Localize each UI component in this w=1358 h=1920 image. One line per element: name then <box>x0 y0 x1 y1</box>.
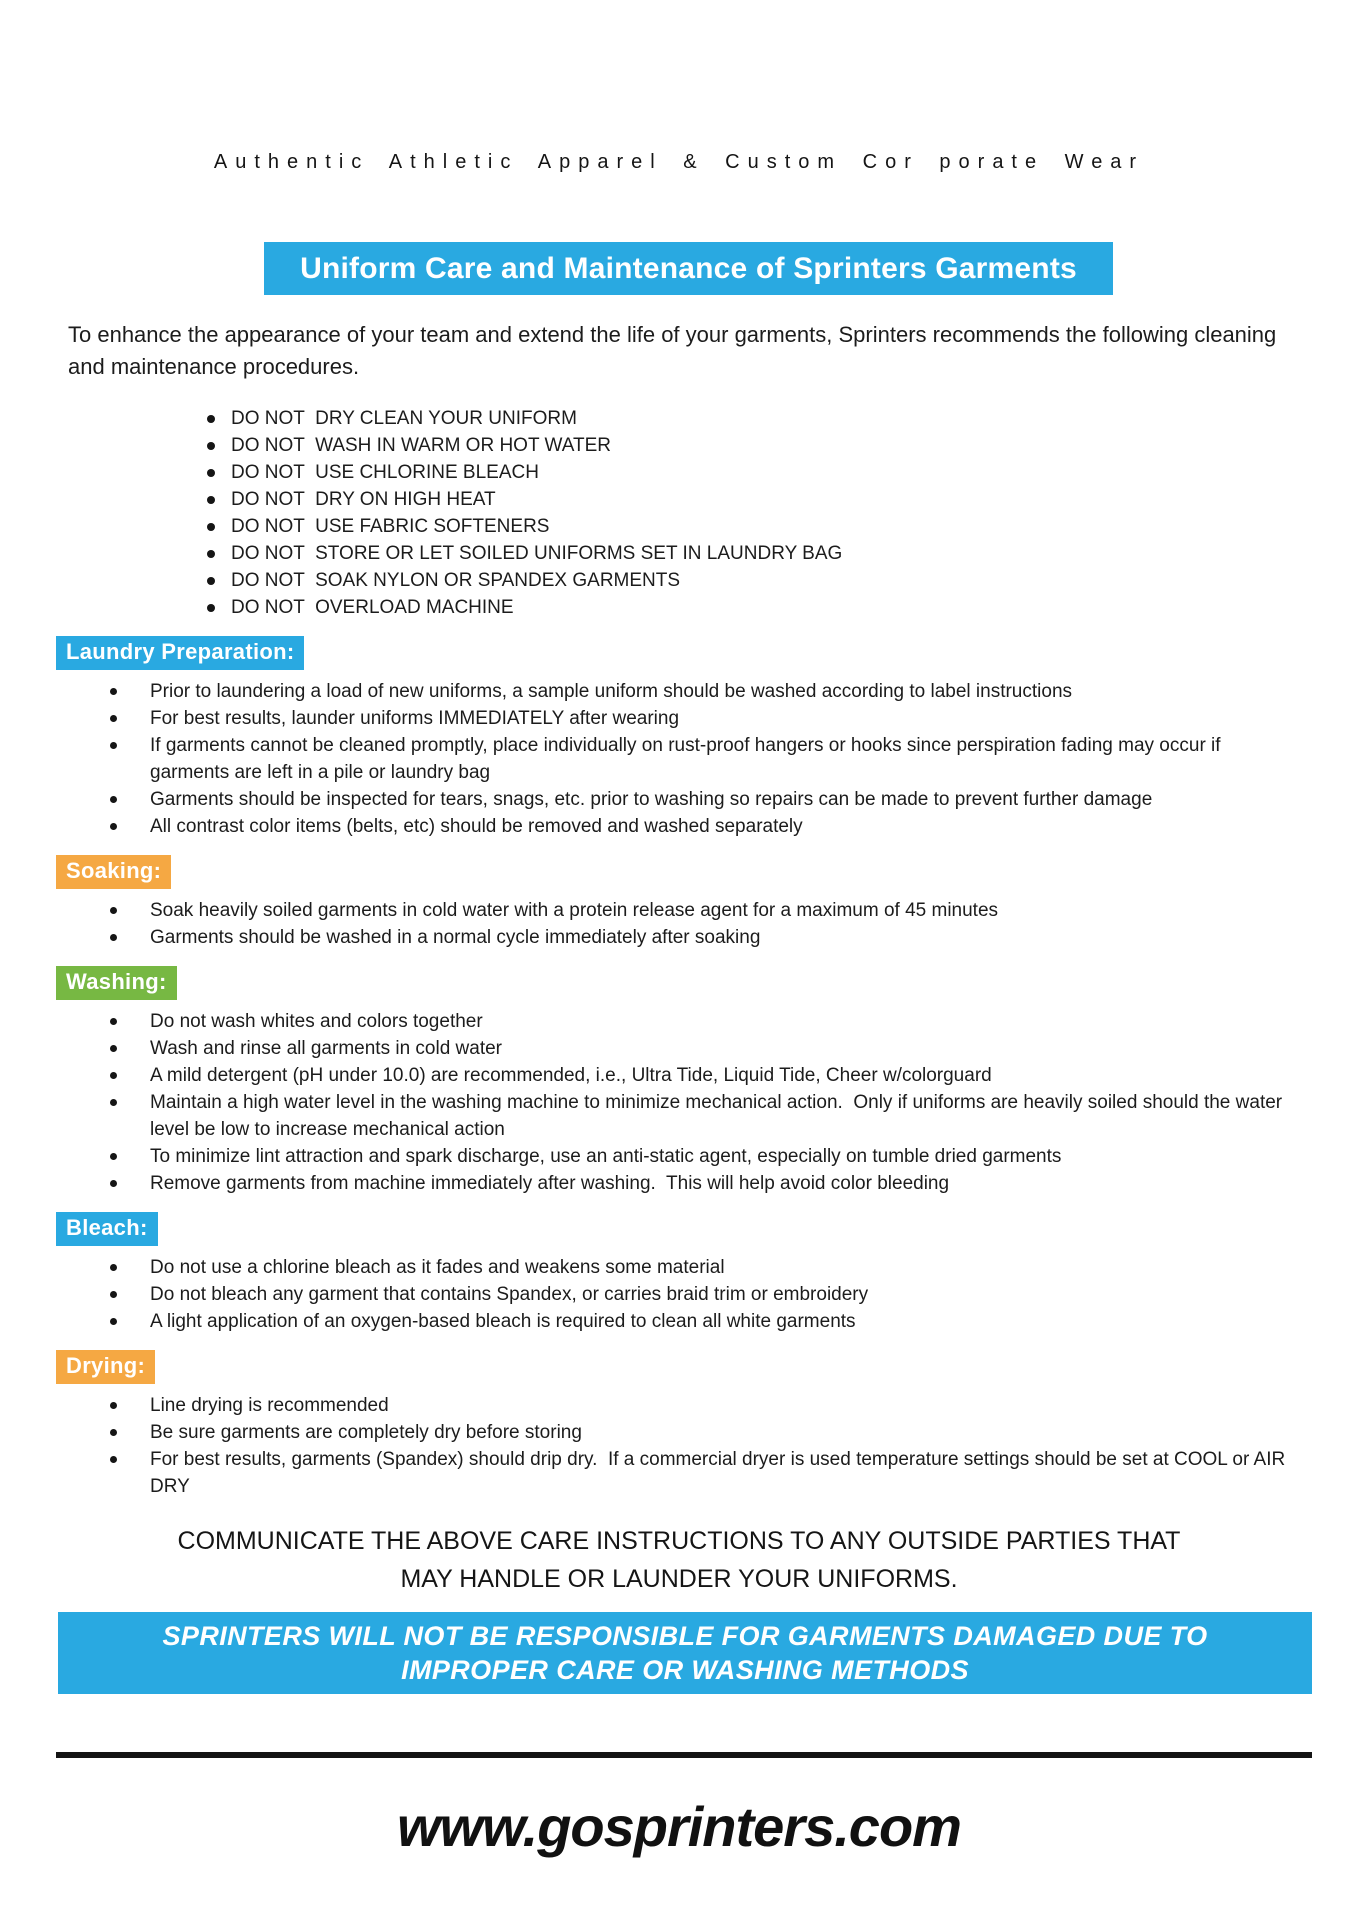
do-not-item-text: DO NOT OVERLOAD MACHINE <box>231 597 514 618</box>
section-item-text: Do not use a chlorine bleach as it fades and weakens some material <box>150 1257 725 1278</box>
do-not-item-text: DO NOT WASH IN WARM OR HOT WATER <box>231 435 611 456</box>
communicate-line2: MAY HANDLE OR LAUNDER YOUR UNIFORMS. <box>400 1565 958 1593</box>
disclaimer-line2: IMPROPER CARE OR WASHING METHODS <box>401 1655 969 1685</box>
section-item <box>110 1062 1290 1089</box>
disclaimer-line1: SPRINTERS WILL NOT BE RESPONSIBLE FOR GARMENTS DAMAGED DUE TO <box>162 1621 1208 1651</box>
do-not-item <box>207 513 1358 540</box>
bullet-icon <box>110 1072 117 1079</box>
bullet-icon <box>207 496 215 504</box>
section-item <box>110 705 1290 732</box>
do-not-item <box>207 459 1358 486</box>
do-not-list <box>207 405 1358 621</box>
section-list <box>110 1008 1290 1197</box>
do-not-item <box>207 594 1358 621</box>
section-item-text: To minimize lint attraction and spark discharge, use an anti-static agent, especially on tumble dried garments <box>150 1146 1062 1167</box>
document-title-bar <box>264 242 1113 295</box>
care-section <box>0 1350 1358 1500</box>
section-item-text: For best results, garments (Spandex) should drip dry. If a commercial dryer is used temperature settings should be set at COOL or AIR DRY <box>150 1449 1291 1497</box>
section-item <box>110 1281 1290 1308</box>
bullet-icon <box>110 1153 117 1160</box>
section-list <box>110 678 1290 840</box>
section-item-text: Be sure garments are completely dry before storing <box>150 1422 582 1443</box>
section-header: Bleach: <box>56 1212 158 1246</box>
website-url: www.gosprinters.com <box>397 1795 961 1858</box>
document-title: Uniform Care and Maintenance of Sprinters Garments <box>300 251 1077 285</box>
communicate-line1: COMMUNICATE THE ABOVE CARE INSTRUCTIONS TO ANY OUTSIDE PARTIES THAT <box>177 1527 1181 1555</box>
section-item-text: If garments cannot be cleaned promptly, place individually on rust-proof hangers or hooks since perspiration fading may occur if garments are left in a pile or laundry bag <box>150 735 1226 783</box>
bullet-icon <box>110 907 117 914</box>
do-not-item <box>207 486 1358 513</box>
bullet-icon <box>110 1456 117 1463</box>
section-list <box>110 897 1290 951</box>
section-item-text: For best results, launder uniforms IMMEDIATELY after wearing <box>150 708 680 729</box>
section-item <box>110 1170 1290 1197</box>
disclaimer-banner <box>58 1612 1312 1694</box>
bullet-icon <box>110 688 117 695</box>
bullet-icon <box>207 523 215 531</box>
do-not-item-text: DO NOT USE FABRIC SOFTENERS <box>231 516 550 537</box>
section-item <box>110 786 1290 813</box>
bullet-icon <box>110 715 117 722</box>
care-section <box>0 636 1358 840</box>
do-not-item-text: DO NOT SOAK NYLON OR SPANDEX GARMENTS <box>231 570 681 591</box>
section-item <box>110 1089 1290 1143</box>
bullet-icon <box>207 442 215 450</box>
section-item <box>110 813 1290 840</box>
bullet-icon <box>110 1429 117 1436</box>
communicate-note <box>0 1522 1358 1598</box>
section-item-text: Garments should be washed in a normal cycle immediately after soaking <box>150 927 761 948</box>
bullet-icon <box>110 1264 117 1271</box>
bullet-icon <box>207 604 215 612</box>
bullet-icon <box>110 1180 117 1187</box>
section-item-text: Do not wash whites and colors together <box>150 1011 483 1032</box>
bullet-icon <box>207 550 215 558</box>
bullet-icon <box>110 1099 117 1106</box>
care-section <box>0 966 1358 1197</box>
care-section <box>0 855 1358 951</box>
bullet-icon <box>207 577 215 585</box>
section-item-text: Remove garments from machine immediately after washing. This will help avoid color bleeding <box>150 1173 950 1194</box>
do-not-item <box>207 567 1358 594</box>
section-item <box>110 1008 1290 1035</box>
bullet-icon <box>110 1045 117 1052</box>
bullet-icon <box>207 469 215 477</box>
section-header: Soaking: <box>56 855 171 889</box>
do-not-item-text: DO NOT USE CHLORINE BLEACH <box>231 462 539 483</box>
do-not-item-text: DO NOT DRY ON HIGH HEAT <box>231 489 496 510</box>
section-item-text: Wash and rinse all garments in cold water <box>150 1038 503 1059</box>
section-item <box>110 1419 1290 1446</box>
section-item <box>110 897 1290 924</box>
bullet-icon <box>207 415 215 423</box>
bullet-icon <box>110 796 117 803</box>
section-header: Washing: <box>56 966 177 1000</box>
section-item <box>110 678 1290 705</box>
section-item <box>110 1035 1290 1062</box>
section-item-text: Garments should be inspected for tears, snags, etc. prior to washing so repairs can be made to prevent further damage <box>150 789 1153 810</box>
section-item-text: Do not bleach any garment that contains Spandex, or carries braid trim or embroidery <box>150 1284 869 1305</box>
section-item <box>110 1254 1290 1281</box>
section-list <box>110 1392 1290 1500</box>
do-not-item <box>207 540 1358 567</box>
do-not-item-text: DO NOT STORE OR LET SOILED UNIFORMS SET IN LAUNDRY BAG <box>231 543 843 564</box>
section-item <box>110 732 1290 786</box>
bullet-icon <box>110 742 117 749</box>
section-item-text: Maintain a high water level in the washing machine to minimize mechanical action. Only if uniforms are heavily soiled should the water level be low to increase mechanical action <box>150 1092 1288 1140</box>
section-item-text: Prior to laundering a load of new uniforms, a sample uniform should be washed according to label instructions <box>150 681 1073 702</box>
section-item-text: Soak heavily soiled garments in cold water with a protein release agent for a maximum of 45 minutes <box>150 900 999 921</box>
care-section <box>0 1212 1358 1335</box>
do-not-item <box>207 432 1358 459</box>
section-item <box>110 1308 1290 1335</box>
section-item-text: All contrast color items (belts, etc) should be removed and washed separately <box>150 816 803 837</box>
brand-tagline: Authentic Athletic Apparel & Custom Cor porate Wear <box>213 151 1145 173</box>
section-item-text: A mild detergent (pH under 10.0) are recommended, i.e., Ultra Tide, Liquid Tide, Cheer w/colorguard <box>150 1065 992 1086</box>
section-header: Drying: <box>56 1350 155 1384</box>
bullet-icon <box>110 823 117 830</box>
bullet-icon <box>110 1291 117 1298</box>
intro-paragraph: To enhance the appearance of your team and extend the life of your garments, Sprinters recommends the following cleaning and maintenance procedures. <box>68 322 1283 379</box>
section-item <box>110 1392 1290 1419</box>
bullet-icon <box>110 1402 117 1409</box>
bullet-icon <box>110 934 117 941</box>
footer-divider <box>56 1752 1312 1758</box>
do-not-item-text: DO NOT DRY CLEAN YOUR UNIFORM <box>231 408 577 429</box>
section-item <box>110 924 1290 951</box>
section-item-text: A light application of an oxygen-based bleach is required to clean all white garments <box>150 1311 856 1332</box>
section-item-text: Line drying is recommended <box>150 1395 389 1416</box>
section-list <box>110 1254 1290 1335</box>
do-not-item <box>207 405 1358 432</box>
care-sections <box>0 636 1358 1500</box>
bullet-icon <box>110 1018 117 1025</box>
bullet-icon <box>110 1318 117 1325</box>
section-item <box>110 1446 1290 1500</box>
section-item <box>110 1143 1290 1170</box>
section-header: Laundry Preparation: <box>56 636 304 670</box>
